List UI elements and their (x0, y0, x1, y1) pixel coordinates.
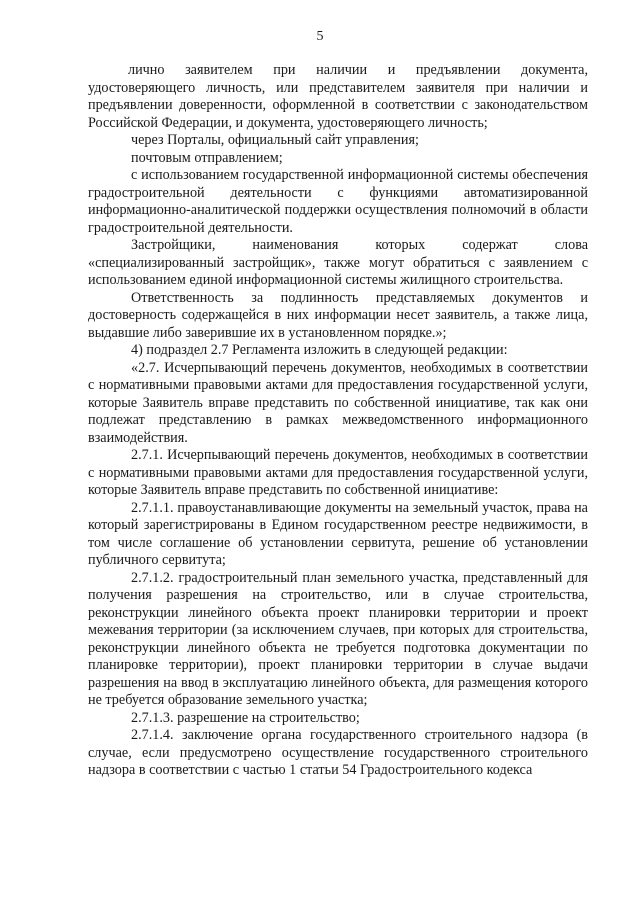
paragraph-amendment-2-7: 4) подраздел 2.7 Регламента изложить в следующей редакции: (131, 342, 508, 358)
paragraph-specialized-developers: Застройщики, наименования которых содержат слова «специализированный застройщик», также могут обратиться с заявлением с использованием единой информационной системы жилищного строительства. (88, 237, 588, 288)
page-number: 5 (316, 29, 324, 44)
paragraph-delivery-portals: через Порталы, официальный сайт управления; (131, 132, 419, 148)
paragraph-delivery-isogd: с использованием государственной информационной системы обеспечения градостроительной деятельности с функциями автоматизированной информационно-аналитической поддержки осуществления полномочий в области градостроительной деятельности. (88, 167, 588, 236)
paragraph-section-2-7-1-3: 2.7.1.3. разрешение на строительство; (131, 709, 360, 726)
paragraph-responsibility: Ответственность за подлинность представляемых документов и достоверность содержащейся в них информации несет заявитель, а также лица, выдавшие либо заверившие их в установленном порядке.»; (88, 289, 588, 341)
document-body (88, 62, 588, 780)
paragraph-section-2-7-1: 2.7.1. Исчерпывающий перечень документов, необходимых в соответствии с нормативными правовыми актами для предоставления государственной услуги, которые Заявитель вправе представить по собственной инициативе: (88, 447, 588, 498)
paragraph-delivery-in-person: лично заявителем при наличии и предъявлении документа, удостоверяющего личность, или представителем заявителя при наличии и предъявлении доверенности, оформленной в соответствии с законодательством Российской Федерации, и документа, удостоверяющего личность; (88, 62, 588, 131)
paragraph-section-2-7-1-4: 2.7.1.4. заключение органа государственного строительного надзора (в случае, если предусмотрено осуществление государственного строительного надзора в соответствии с частью 1 статьи 54 Градостроительного кодекса (88, 727, 588, 778)
paragraph-delivery-post: почтовым отправлением; (131, 149, 283, 166)
paragraph-section-2-7: «2.7. Исчерпывающий перечень документов, необходимых в соответствии с нормативными правовыми актами для предоставления государственной услуги, которые Заявитель вправе представить по собственной инициативе, так как они подлежат представлению в рамках межведомственного информационного взаимодействия. (88, 359, 588, 446)
paragraph-section-2-7-1-2: 2.7.1.2. градостроительный план земельного участка, представленный для получения разрешения на строительство, или в случае строительства, реконструкции линейного объекта проект планировки территории и проект межевания территории (за исключением случаев, при которых для строительства, реконструкции линейного объекта не требуется подготовка документации по планировке территории), проект планировки территории в случае выдачи разрешения на ввод в эксплуатацию линейного объекта, для размещения которого не требуется образование земельного участка; (88, 569, 588, 708)
paragraph-section-2-7-1-1: 2.7.1.1. правоустанавливающие документы на земельный участок, права на который зарегистрированы в Едином государственном реестре недвижимости, в том числе соглашение об установлении сервитута, решение об установлении публичного сервитута; (88, 499, 588, 568)
